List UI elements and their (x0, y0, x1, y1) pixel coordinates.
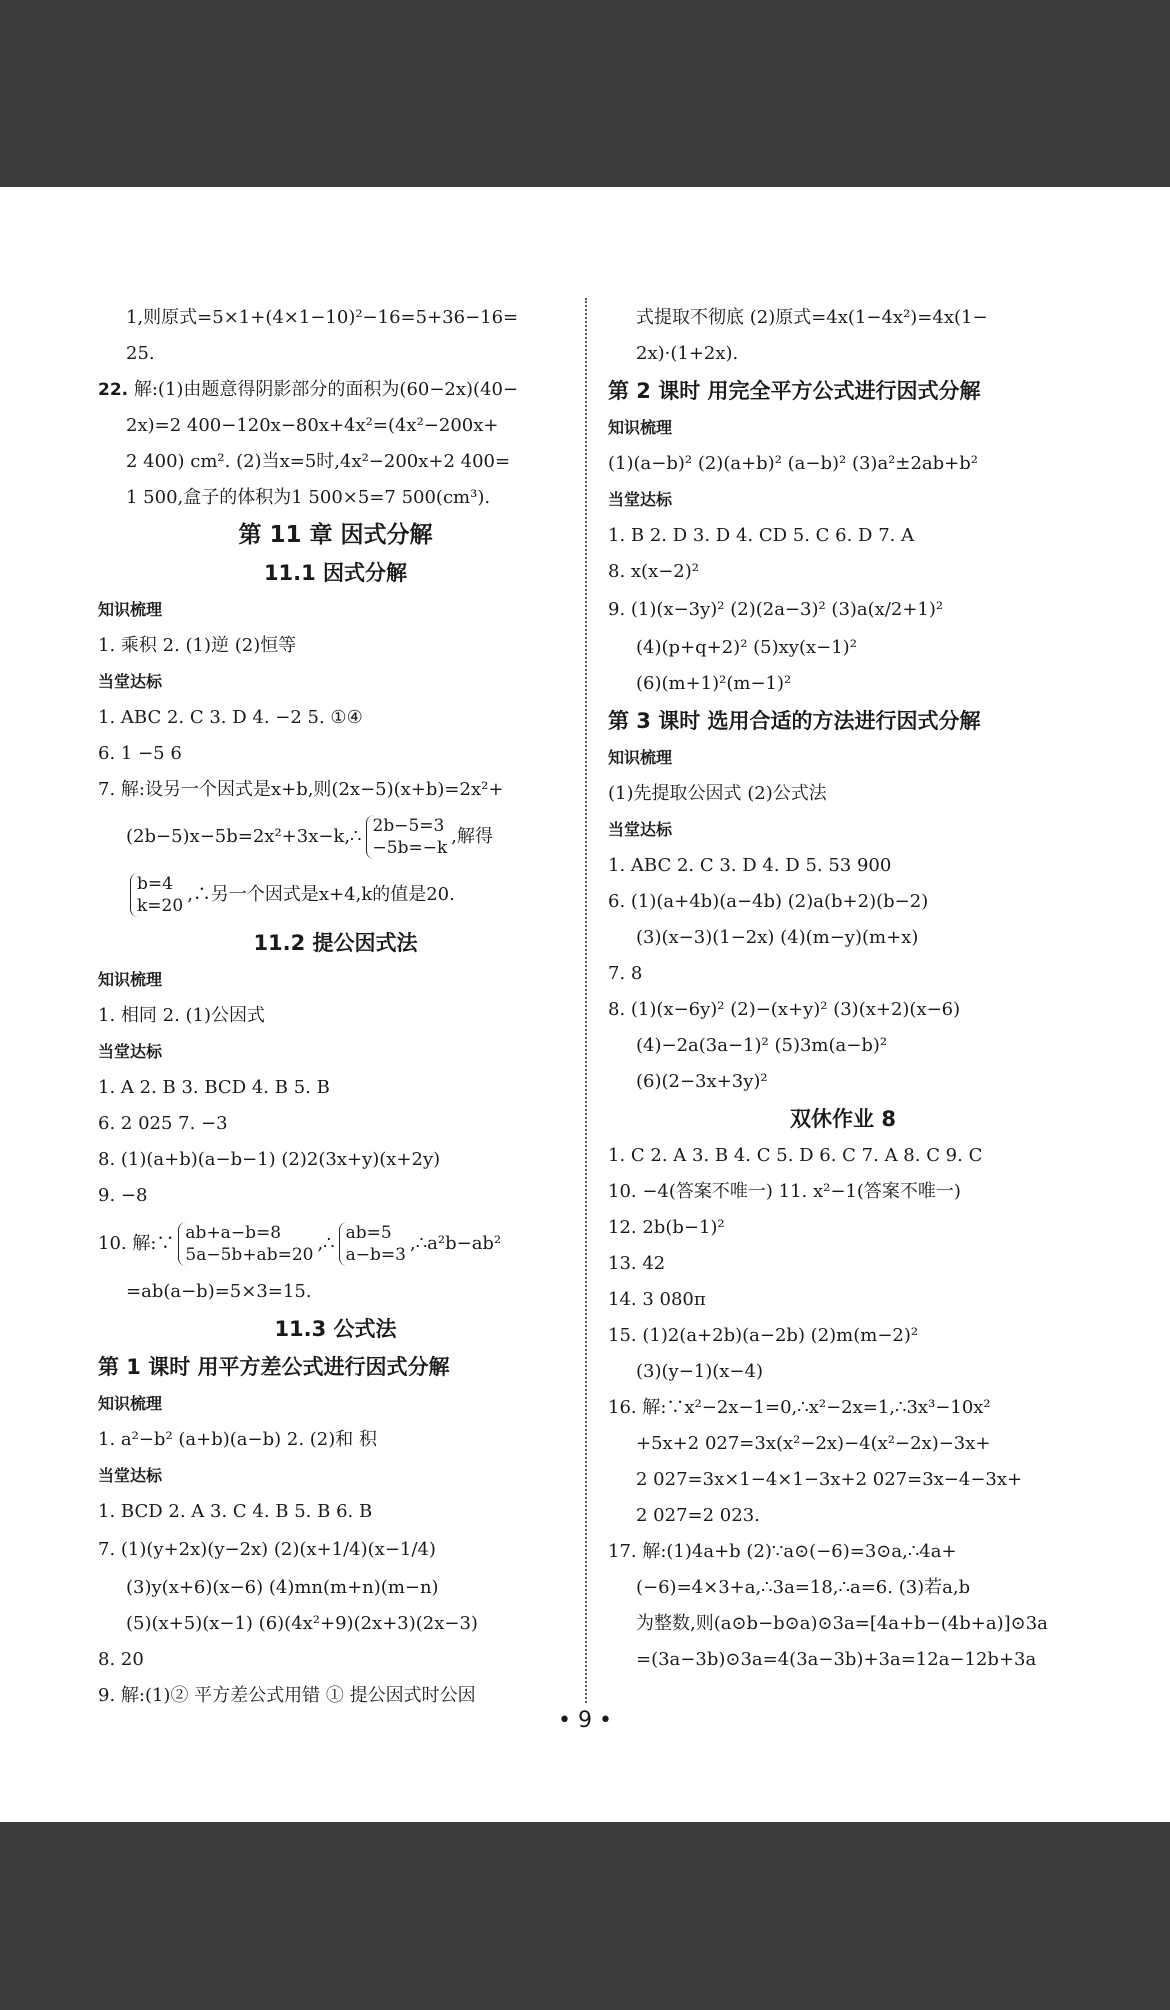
answer-line: 7. (1)(y+2x)(y−2x) (2)(x+1/4)(x−1/4) (98, 1539, 436, 1560)
equation-line (98, 866, 573, 924)
answer-line: (3)y(x+6)(x−6) (4)mn(m+n)(m−n) (126, 1577, 439, 1598)
subheading: 知识梳理 (98, 600, 163, 619)
answer-line: (−6)=4×3+a,∴3a=18,∴a=6. (3)若a,b (636, 1577, 971, 1598)
section-title: 11.3 公式法 (274, 1317, 397, 1341)
answer-line: 6. 1 −5 6 (98, 743, 182, 764)
text-line: 式提取不彻底 (2)原式=4x(1−4x²)=4x(1− (636, 307, 988, 328)
answer-line: 8. 20 (98, 1649, 144, 1670)
answer-line: (3)(x−3)(1−2x) (4)(m−y)(m+x) (636, 927, 919, 948)
question-number: 22. (98, 380, 129, 400)
homework-title: 双休作业 8 (790, 1107, 896, 1131)
answer-line: 7. 8 (608, 963, 643, 984)
answer-line: 10. −4(答案不唯一) 11. x²−1(答案不唯一) (608, 1181, 961, 1202)
answer-line: 1. BCD 2. A 3. C 4. B 5. B 6. B (98, 1501, 373, 1522)
answer-line: 1. ABC 2. C 3. D 4. −2 5. ①④ (98, 707, 363, 728)
equation-line (98, 808, 573, 866)
text-line: 25. (126, 343, 155, 364)
answer-line: (6)(m+1)²(m−1)² (636, 673, 792, 694)
subheading: 当堂达标 (98, 1466, 163, 1485)
answer-line: 8. (1)(a+b)(a−b−1) (2)2(3x+y)(x+2y) (98, 1149, 441, 1170)
equation: a−b=3 (345, 1245, 406, 1265)
text-fragment: ,∴ (317, 1233, 335, 1254)
equation-system (366, 815, 448, 859)
subheading: 知识梳理 (608, 748, 673, 767)
answer-line: 1. 乘积 2. (1)逆 (2)恒等 (98, 635, 297, 656)
answer-line: 2 027=3x×1−4×1−3x+2 027=3x−4−3x+ (636, 1469, 1023, 1490)
subheading: 当堂达标 (608, 490, 673, 509)
answer-line: 17. 解:(1)4a+b (2)∵a⊙(−6)=3⊙a,∴4a+ (608, 1541, 957, 1562)
equation: −5b=−k (372, 838, 448, 858)
answer-line: (5)(x+5)(x−1) (6)(4x²+9)(2x+3)(2x−3) (126, 1613, 478, 1634)
text-line: 2x)·(1+2x). (636, 343, 739, 364)
text-line: 1,则原式=5×1+(4×1−10)²−16=5+36−16= (126, 307, 519, 328)
equation: 2b−5=3 (372, 816, 445, 836)
subheading: 知识梳理 (98, 1394, 163, 1413)
answer-line: 9. −8 (98, 1185, 148, 1206)
equation: k=20 (137, 896, 184, 916)
answer-line: 15. (1)2(a+2b)(a−2b) (2)m(m−2)² (608, 1325, 919, 1346)
text-fragment: ,∴a²b−ab² (409, 1233, 502, 1254)
left-column (98, 300, 573, 1714)
equation-system (339, 1222, 406, 1266)
answer-line: (6)(2−3x+3y)² (636, 1071, 768, 1092)
answer-line: 1. 相同 2. (1)公因式 (98, 1005, 266, 1026)
answer-line: =(3a−3b)⊙3a=4(3a−3b)+3a=12a−12b+3a (636, 1649, 1037, 1670)
lesson-title: 第 3 课时 选用合适的方法进行因式分解 (608, 709, 981, 733)
text-line: 2 400) cm². (2)当x=5时,4x²−200x+2 400= (126, 451, 511, 472)
answer-line: 1. a²−b² (a+b)(a−b) 2. (2)和 积 (98, 1429, 377, 1450)
answer-line: 1. ABC 2. C 3. D 4. D 5. 53 900 (608, 855, 892, 876)
answer-line: (3)(y−1)(x−4) (636, 1361, 763, 1382)
answer-line: +5x+2 027=3x(x²−2x)−4(x²−2x)−3x+ (636, 1433, 991, 1454)
subheading: 当堂达标 (98, 672, 163, 691)
answer-line: 12. 2b(b−1)² (608, 1217, 725, 1238)
text-fragment: ,∴另一个因式是x+4,k的值是20. (187, 884, 455, 905)
answer-line: 8. (1)(x−6y)² (2)−(x+y)² (3)(x+2)(x−6) (608, 999, 961, 1020)
answer-line: 2 027=2 023. (636, 1505, 760, 1526)
equation: ab+a−b=8 (185, 1223, 282, 1243)
subheading: 知识梳理 (608, 418, 673, 437)
answer-line: 7. 解:设另一个因式是x+b,则(2x−5)(x+b)=2x²+ (98, 779, 504, 800)
question-22 (98, 372, 573, 408)
answer-line: 1. A 2. B 3. BCD 4. B 5. B (98, 1077, 330, 1098)
equation: 5a−5b+ab=20 (185, 1245, 314, 1265)
bottom-dark-bar (0, 1822, 1170, 2010)
section-title: 11.1 因式分解 (263, 561, 408, 585)
text-line: =ab(a−b)=5×3=15. (126, 1281, 312, 1302)
equation-line (98, 1214, 573, 1274)
text-fragment: (2b−5)x−5b=2x²+3x−k,∴ (126, 826, 362, 847)
text-fragment: ,解得 (451, 826, 493, 847)
answer-line: 为整数,则(a⊙b−b⊙a)⊙3a=[4a+b−(4b+a)]⊙3a (636, 1613, 1048, 1634)
text-fragment: 10. 解:∵ (98, 1233, 175, 1254)
answer-line: 6. (1)(a+4b)(a−4b) (2)a(b+2)(b−2) (608, 891, 929, 912)
equation: ab=5 (345, 1223, 392, 1243)
answer-line: 1. B 2. D 3. D 4. CD 5. C 6. D 7. A (608, 525, 915, 546)
answer-line: 8. x(x−2)² (608, 561, 699, 582)
right-column (608, 300, 1078, 1678)
answer-line: (1)(a−b)² (2)(a+b)² (a−b)² (3)a²±2ab+b² (608, 453, 979, 474)
lesson-title: 第 1 课时 用平方差公式进行因式分解 (98, 1355, 450, 1379)
text-line: 1 500,盒子的体积为1 500×5=7 500(cm³). (126, 487, 491, 508)
answer-line: (4)(p+q+2)² (5)xy(x−1)² (636, 637, 857, 658)
answer-line: 9. (1)(x−3y)² (2)(2a−3)² (3)a(x/2+1)² (608, 599, 944, 620)
answer-line: 9. 解:(1)② 平方差公式用错 ① 提公因式时公因 (98, 1685, 476, 1706)
subheading: 知识梳理 (98, 970, 163, 989)
text-line: 解:(1)由题意得阴影部分的面积为(60−2x)(40− (133, 379, 519, 400)
page-number: • 9 • (558, 1708, 612, 1733)
answer-line: 1. C 2. A 3. B 4. C 5. D 6. C 7. A 8. C 9. C (608, 1145, 983, 1166)
answer-line: (4)−2a(3a−1)² (5)3m(a−b)² (636, 1035, 888, 1056)
answer-line: 14. 3 080π (608, 1289, 706, 1310)
answer-line: 16. 解:∵x²−2x−1=0,∴x²−2x=1,∴3x³−10x² (608, 1397, 991, 1418)
chapter-title: 第 11 章 因式分解 (238, 522, 433, 548)
answer-line: 6. 2 025 7. −3 (98, 1113, 228, 1134)
text-line: 2x)=2 400−120x−80x+4x²=(4x²−200x+ (126, 415, 499, 436)
answer-line: (1)先提取公因式 (2)公式法 (608, 783, 827, 804)
equation: b=4 (137, 874, 173, 894)
lesson-title: 第 2 课时 用完全平方公式进行因式分解 (608, 379, 981, 403)
equation-system (178, 1222, 313, 1266)
subheading: 当堂达标 (608, 820, 673, 839)
equation-system (130, 873, 183, 917)
section-title: 11.2 提公因式法 (253, 931, 418, 955)
column-divider (585, 298, 587, 1703)
answer-line: 13. 42 (608, 1253, 666, 1274)
top-dark-bar (0, 0, 1170, 187)
subheading: 当堂达标 (98, 1042, 163, 1061)
